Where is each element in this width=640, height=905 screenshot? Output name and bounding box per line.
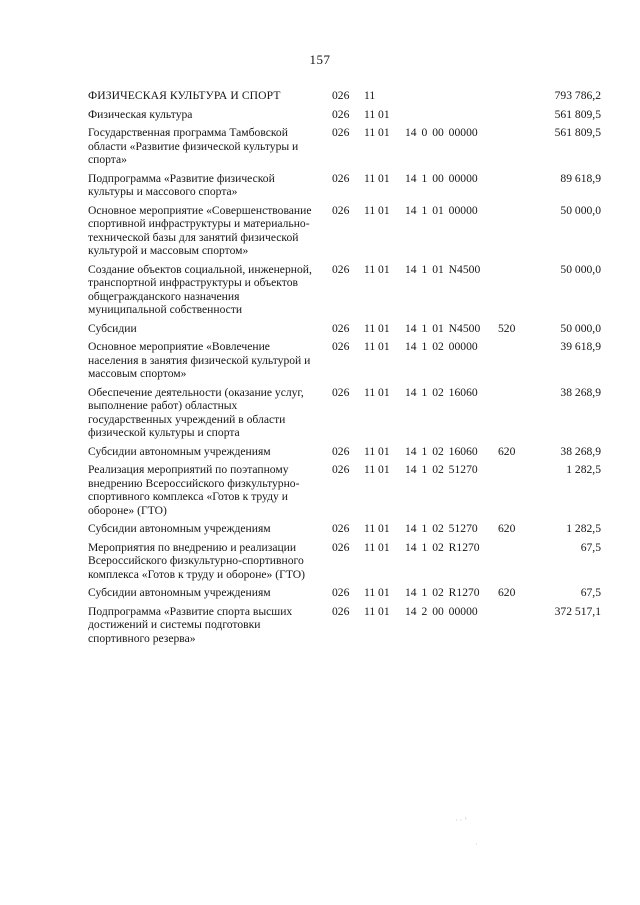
section-code: 11 01 (364, 203, 390, 217)
ministry-code: 026 (332, 586, 350, 599)
row-name: Субсидии автономным учреждениям (88, 444, 271, 458)
row-name: Государственная программа Тамбовской области «Развитие физической культуры и спорта» (88, 126, 299, 166)
ministry-code: 026 (332, 203, 350, 217)
table-row (88, 204, 618, 258)
section-code: 11 01 (364, 340, 390, 353)
section-code: 11 (364, 89, 376, 102)
ministry-code: 026 (332, 321, 350, 335)
target-code: 14 1 02 51270 (405, 463, 478, 476)
row-name: Субсидии автономным учреждениям (88, 522, 271, 535)
table-row (88, 340, 618, 381)
scan-speck: · · ʼ (455, 816, 467, 825)
row-name: Мероприятия по внедрению и реализации Всероссийского физкультурно-спортивного комплекса «Готов к труду и обороне» (ГТО) (88, 540, 305, 581)
table-row (88, 586, 618, 600)
ministry-code: 026 (332, 171, 350, 185)
ministry-code: 026 (332, 262, 350, 276)
amount: 89 618,9 (560, 171, 601, 185)
table-row (88, 541, 618, 582)
amount: 38 268,9 (560, 444, 601, 458)
amount: 1 282,5 (566, 463, 601, 476)
row-name: Субсидии (88, 321, 137, 335)
target-code: 14 1 02 R1270 (405, 586, 480, 599)
table-row (88, 108, 618, 122)
table-row (88, 522, 618, 536)
section-code: 11 01 (364, 321, 390, 335)
expense-type-code: 620 (498, 522, 516, 535)
table-row (88, 322, 618, 336)
ministry-code: 026 (332, 522, 350, 535)
section-code: 11 01 (364, 262, 390, 276)
row-name: Реализация мероприятий по поэтапному внедрению Всероссийского физкультурно-спортивного комплекса «Готов к труду и обороне» (ГТО) (88, 463, 300, 517)
target-code: 14 1 02 R1270 (405, 540, 480, 554)
row-name: Субсидии автономным учреждениям (88, 586, 271, 599)
row-name: Основное мероприятие «Совершенствование спортивной инфраструктуры и материально-технической базы для занятий физической культурой и массовым спортом» (88, 203, 312, 257)
amount: 50 000,0 (560, 203, 601, 217)
ministry-code: 026 (332, 463, 350, 476)
target-code: 14 1 01 00000 (405, 203, 478, 217)
amount: 561 809,5 (554, 126, 601, 139)
row-name: Обеспечение деятельности (оказание услуг, выполнение работ) областных государственных учреждений в области физической культуры и спорта (88, 385, 304, 439)
section-code: 11 01 (364, 540, 390, 554)
table-row (88, 463, 618, 517)
table-row (88, 89, 618, 103)
amount: 793 786,2 (554, 89, 601, 102)
page-number: 157 (309, 52, 331, 67)
section-code: 11 01 (364, 444, 390, 458)
target-code: 14 0 00 00000 (405, 126, 478, 139)
ministry-code: 026 (332, 89, 350, 102)
table-row (88, 126, 618, 167)
amount: 1 282,5 (566, 522, 601, 535)
section-code: 11 01 (364, 463, 390, 476)
section-code: 11 01 (364, 126, 390, 139)
section-code: 11 01 (364, 586, 390, 599)
amount: 50 000,0 (560, 262, 601, 276)
target-code: 14 1 02 00000 (405, 340, 478, 353)
table-row (88, 172, 618, 199)
row-name: Физическая культура (88, 107, 193, 121)
ministry-code: 026 (332, 385, 350, 399)
section-code: 11 01 (364, 604, 390, 618)
table-row (88, 263, 618, 317)
section-code: 11 01 (364, 385, 390, 399)
target-code: 14 1 01 N4500 (405, 321, 481, 335)
row-name: ФИЗИЧЕСКАЯ КУЛЬТУРА И СПОРТ (88, 89, 281, 102)
row-name: Создание объектов социальной, инженерной, транспортной инфраструктуры и объектов общегражданского назначения муниципальной собственности (88, 262, 312, 316)
scan-speck: · (475, 840, 478, 849)
amount: 39 618,9 (560, 340, 601, 353)
expense-type-code: 520 (498, 321, 516, 335)
table-row (88, 386, 618, 440)
amount: 67,5 (580, 540, 601, 554)
ministry-code: 026 (332, 444, 350, 458)
target-code: 14 1 01 N4500 (405, 262, 481, 276)
budget-table (88, 89, 618, 650)
target-code: 14 2 00 00000 (405, 604, 478, 618)
row-name: Основное мероприятие «Вовлечение населения в занятия физической культурой и массовым спортом» (88, 340, 311, 380)
target-code: 14 1 02 51270 (405, 522, 478, 535)
expense-type-code: 620 (498, 586, 516, 599)
expense-type-code: 620 (498, 444, 516, 458)
amount: 372 517,1 (554, 604, 601, 618)
ministry-code: 026 (332, 604, 350, 618)
amount: 561 809,5 (554, 107, 601, 121)
ministry-code: 026 (332, 540, 350, 554)
target-code: 14 1 00 00000 (405, 171, 478, 185)
amount: 50 000,0 (560, 321, 601, 335)
section-code: 11 01 (364, 171, 390, 185)
table-row (88, 605, 618, 646)
row-name: Подпрограмма «Развитие спорта высших достижений и системы подготовки спортивного резерва» (88, 604, 293, 645)
target-code: 14 1 02 16060 (405, 385, 478, 399)
ministry-code: 026 (332, 107, 350, 121)
section-code: 11 01 (364, 522, 390, 535)
section-code: 11 01 (364, 107, 390, 121)
target-code: 14 1 02 16060 (405, 444, 478, 458)
amount: 67,5 (580, 586, 601, 599)
ministry-code: 026 (332, 340, 350, 353)
ministry-code: 026 (332, 126, 350, 139)
amount: 38 268,9 (560, 385, 601, 399)
row-name: Подпрограмма «Развитие физической культуры и массового спорта» (88, 171, 275, 198)
table-row (88, 445, 618, 459)
